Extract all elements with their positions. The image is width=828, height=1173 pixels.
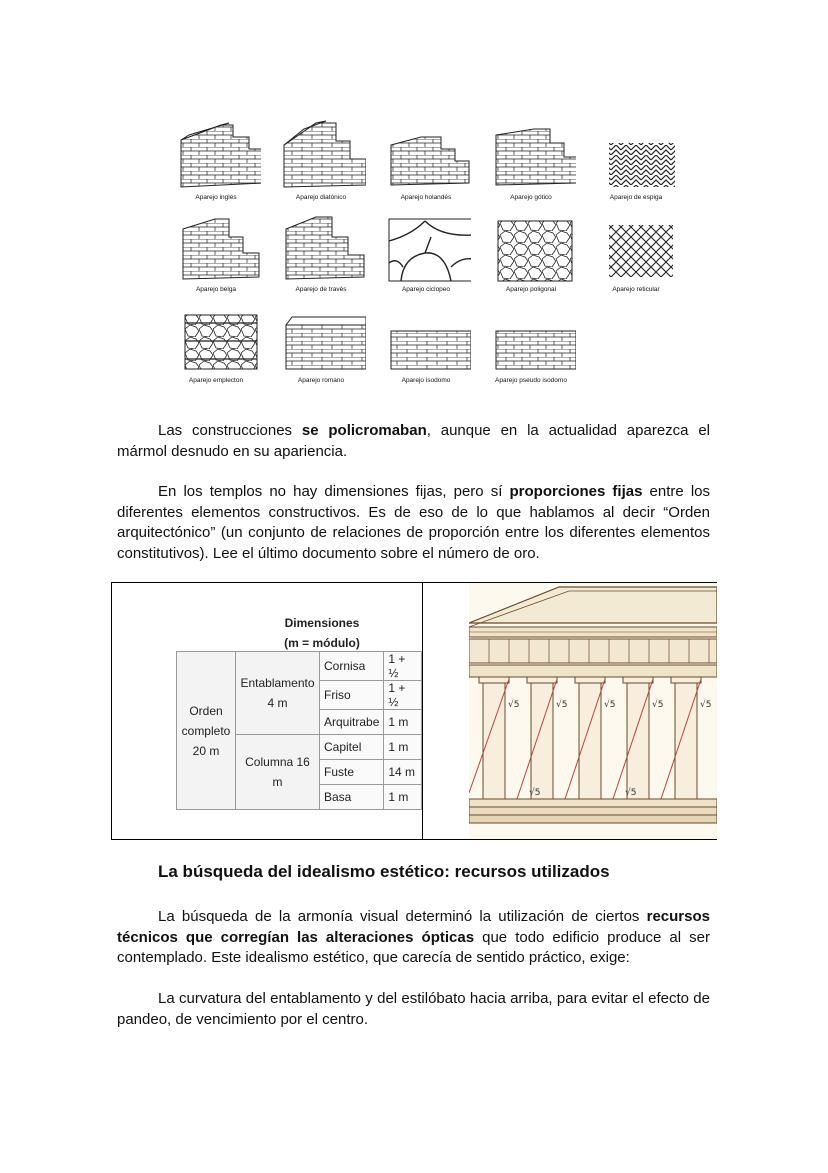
bond-caption: Aparejo reticular — [612, 286, 660, 293]
part-cell: Basa — [320, 785, 384, 810]
stepped-wall-icon — [381, 115, 471, 190]
dimensions-figure — [111, 582, 717, 840]
value-cell: 1 m — [384, 735, 422, 760]
temple-facade-illustration — [469, 583, 717, 839]
bond-poligonal — [481, 207, 581, 293]
bond-caption: Aparejo pseudo isodomo — [495, 377, 567, 384]
bold-text: se policromaban — [301, 422, 427, 439]
cyclopean-wall-icon — [381, 207, 471, 282]
sqrt5-label: √5 — [700, 700, 712, 710]
stepped-wall-icon — [276, 115, 366, 190]
bond-romano — [271, 301, 371, 384]
emplecton-wall-icon — [171, 301, 261, 373]
bond-caption: Aparejo de través — [295, 286, 347, 293]
bold-text: recursos técnicos que corregían las alteraciones ópticas — [117, 908, 710, 946]
sqrt5-label: √5 — [625, 788, 637, 798]
sqrt5-label: √5 — [556, 700, 568, 710]
bond-caption: Aparejo inglés — [195, 194, 237, 201]
reticular-pattern-icon — [591, 207, 681, 282]
part-cell: Arquitrabe — [320, 710, 384, 735]
stepped-wall-icon — [171, 207, 261, 282]
bond-caption: Aparejo poligonal — [505, 286, 557, 293]
sqrt5-label: √5 — [604, 700, 616, 710]
bond-belga — [166, 207, 266, 293]
bond-gotico — [481, 115, 581, 201]
pseudo-isodomic-wall-icon — [486, 301, 576, 373]
bond-emplecton — [166, 301, 266, 384]
orden-cell: Orden completo 20 m — [177, 652, 236, 810]
value-cell: 14 m — [384, 760, 422, 785]
bond-caption: Aparejo emplecton — [188, 377, 244, 384]
bond-isodomo — [376, 301, 476, 384]
sqrt5-label: √5 — [652, 700, 664, 710]
bond-caption: Aparejo isodomo — [401, 377, 451, 384]
part-cell: Friso — [320, 681, 384, 710]
bond-caption: Aparejo ciclopeo — [401, 286, 451, 293]
roman-wall-icon — [276, 301, 366, 373]
stepped-wall-icon — [486, 115, 576, 190]
sqrt5-label: √5 — [529, 788, 541, 798]
part-cell: Fuste — [320, 760, 384, 785]
bond-caption: Aparejo belga — [195, 286, 237, 293]
value-cell: 1 + ½ — [384, 652, 422, 681]
paragraph-armonia: La búsqueda de la armonía visual determinó la utilización de ciertos recursos técnicos que corregían las alteraciones ópticas que todo edificio produce al ser contemplado. Este idealismo estético, que carecía de sentido práctico, exige: — [117, 908, 711, 966]
paragraph-curvatura: La curvatura del entablamento y del estilóbato hacia arriba, para evitar el efecto de pandeo, de vencimiento por el centro. — [117, 990, 710, 1028]
polygonal-wall-icon — [486, 207, 576, 282]
paragraph-policromia: Las construcciones se policromaban, aunque en la actualidad aparezca el mármol desnudo en su apariencia. — [117, 422, 710, 460]
bond-caption: Aparejo romano — [297, 377, 345, 384]
herringbone-pattern-icon — [591, 115, 681, 190]
columna-cell: Columna 16 m — [236, 735, 320, 810]
bond-ciclopeo — [376, 207, 476, 293]
sqrt5-label: √5 — [508, 700, 520, 710]
paragraph-proporciones: En los templos no hay dimensiones fijas, pero sí proporciones fijas entre los diferentes elementos constructivos. Es de eso de lo que hablamos al decir “Orden arquitectónico” (un conjunto de relaciones de proporción entre los diferentes elementos constitutivos). Lee el último documento sobre el número de oro. — [117, 483, 711, 562]
section-heading: La búsqueda del idealismo estético: recursos utilizados — [158, 862, 610, 881]
dimensions-table — [176, 651, 422, 810]
value-cell: 1 m — [384, 785, 422, 810]
bond-reticular — [586, 207, 686, 293]
value-cell: 1 m — [384, 710, 422, 735]
bond-pseudo-isodomo — [481, 301, 581, 384]
bond-caption: Aparejo de espiga — [609, 194, 663, 201]
bond-caption: Aparejo diatónico — [295, 194, 347, 201]
value-cell: 1 + ½ — [384, 681, 422, 710]
bold-text: proporciones fijas — [509, 483, 643, 500]
masonry-bonds-figure — [166, 105, 686, 395]
dimensions-title: Dimensiones (m = módulo) — [284, 616, 360, 650]
bond-caption: Aparejo holandés — [400, 194, 452, 201]
isodomic-wall-icon — [381, 301, 471, 373]
bond-ingles — [166, 115, 266, 201]
figure-divider — [422, 583, 423, 839]
stepped-wall-icon — [171, 115, 261, 190]
bond-espiga — [586, 115, 686, 201]
bond-holandes — [376, 115, 476, 201]
bond-caption: Aparejo gótico — [510, 194, 552, 201]
bond-diatonico — [271, 115, 371, 201]
stepped-wall-icon — [276, 207, 366, 282]
bond-traves — [271, 207, 371, 293]
part-cell: Cornisa — [320, 652, 384, 681]
part-cell: Capitel — [320, 735, 384, 760]
entablamento-cell: Entablamento 4 m — [236, 652, 320, 735]
